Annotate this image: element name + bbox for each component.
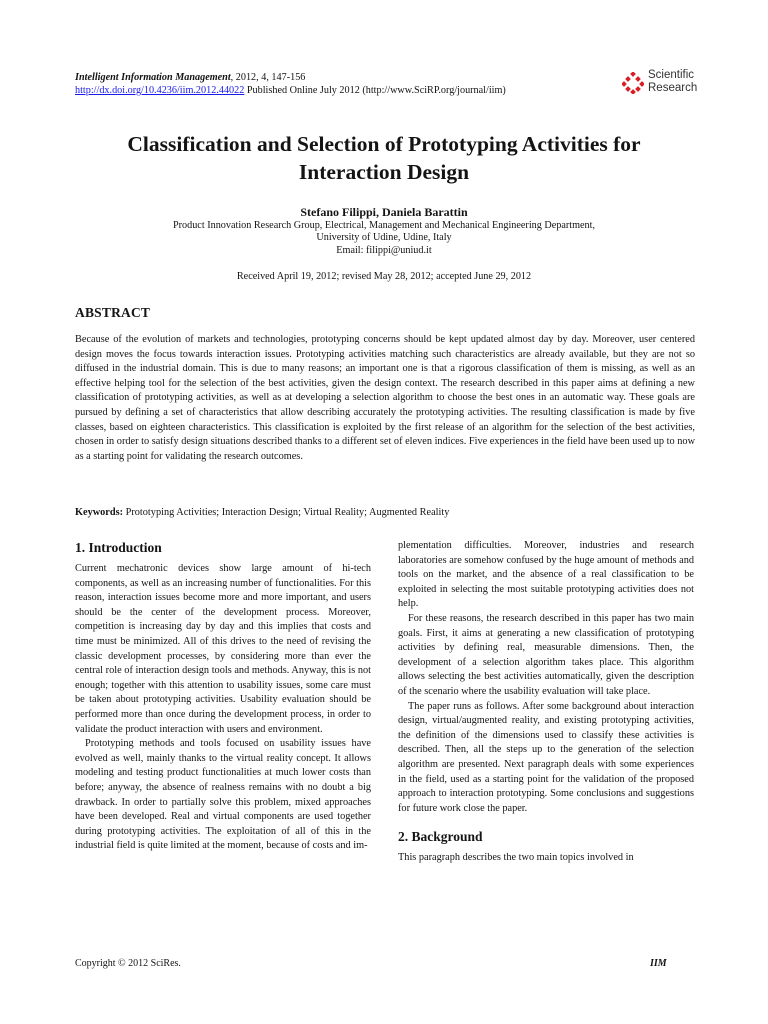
logo-line-2: Research xyxy=(648,82,698,94)
paper-title xyxy=(70,130,698,186)
left-column xyxy=(75,539,371,854)
logo-text xyxy=(648,69,697,95)
section-heading-introduction: 1. Introduction xyxy=(75,540,162,555)
affiliation-line-2: University of Udine, Udine, Italy xyxy=(316,232,452,244)
authors: Stefano Filippi, Daniela Barattin xyxy=(300,205,468,219)
published-text: Published Online July 2012 (http://www.SciRP.org/journal/iim) xyxy=(244,85,506,96)
doi-line xyxy=(75,84,506,98)
intro-paragraph-1: Current mechatronic devices show large amount of hi-tech components, as well as an increasing number of functionalities. For this reason, interaction issues become more and more important, and users should be the center of the development process. Moreover, competition is increasing day by day and this implies that costs and time must be minimized. All of this drives to the need of revising the classic development processes, by considering more than ever the central role of interaction design tools and methods. Anyway, this is not enough; together with this attention to usability issues, some care must be taken about prototyping activities. Usability evaluation should be performed more than once during the development process, in order to validate the product interaction with users and environment. xyxy=(75,563,371,735)
intro-paragraph-2: Prototyping methods and tools focused on usability issues have evolved as well, mainly thanks to the virtual reality concept. It allows modeling and testing product functionalities at much lower costs than before; anyway, the absence of realness remains with no doubt a big drawback. In order to partially solve this problem, mixed approaches have been developed. Real and virtual components are used together during prototyping activities. The exploitation of all of this in the industrial field is quite limited at the moment, because of costs and im- xyxy=(75,738,371,852)
intro-paragraph-4: For these reasons, the research described in this paper has two main goals. First, it aims at generating a new classification of prototyping activities by defining real, measurable dimensions. Then, the development of a selection algorithm takes place. This algorithm allows selecting the best activities automatically, given the description of the scenario where the usability evaluation will take place. xyxy=(398,612,694,697)
footer-journal-abbr: IIM xyxy=(650,958,667,969)
publisher-logo xyxy=(622,69,702,101)
keywords-label: Keywords: xyxy=(75,507,124,518)
logo-icon xyxy=(622,72,644,94)
keywords xyxy=(75,507,449,518)
footer-copyright: Copyright © 2012 SciRes. xyxy=(75,958,181,969)
abstract-text: Because of the evolution of markets and technologies, prototyping concerns should be kept updated almost day by day. Moreover, user centered design moves the focus towards interaction issues. Prototyping activities matching such characteristics are already available, but they are not so diffused in the industrial domain. This is due to many reasons; an important one is that a rigorous classification of them is missing, as well as an effective helping tool for the selection of the best activities, given the design context. The research described in this paper aims at defining a new classification of prototyping activities, as well as at developing a selection algorithm to choose the best ones in an automatic way. These goals are pursued by defining a set of characteristics that allow describing accurately the prototyping activities. The resulting classification is made by five classes, based on eighteen characteristics. This classification is exploited by the first release of an algorithm for the selection of the best activities, chosen in order to satisfy design situations described thanks to a different set of eleven indices. Five experiences in the field have been used up to now as a starting point for validating the research outcomes. xyxy=(75,334,695,462)
affiliation-email: Email: filippi@uniud.it xyxy=(336,244,432,256)
journal-citation xyxy=(75,71,305,85)
affiliation xyxy=(70,220,698,257)
title-line-2: Interaction Design xyxy=(298,160,470,184)
affiliation-line-1: Product Innovation Research Group, Electrical, Management and Mechanical Engineering Department, xyxy=(172,220,596,231)
right-column xyxy=(398,539,694,866)
keywords-value: Prototyping Activities; Interaction Design; Virtual Reality; Augmented Reality xyxy=(123,507,450,518)
journal-name: Intelligent Information Management xyxy=(75,72,231,83)
abstract-heading: ABSTRACT xyxy=(75,305,151,320)
section-heading-background: 2. Background xyxy=(398,829,483,845)
intro-paragraph-5: The paper runs as follows. After some background about interaction design, virtual/augmented reality, and existing prototyping activities, the definition of the dimensions used to classify these activities is described. Then, all the steps up to the generation of the selection algorithm are presented. Next paragraph deals with some experiences in the field, used as a starting point for the validation of the proposed approach to interaction prototyping. Some conclusions and suggestions for future work close the paper. xyxy=(398,700,694,814)
background-paragraph-1: This paragraph describes the two main topics involved in xyxy=(398,852,634,864)
journal-volume: , 2012, 4, 147-156 xyxy=(230,72,306,83)
received-dates: Received April 19, 2012; revised May 28, 2012; accepted June 29, 2012 xyxy=(236,271,532,282)
logo-line-1: Scientific xyxy=(648,69,695,81)
intro-paragraph-3: plementation difficulties. Moreover, industries and research laboratories are somehow confused by the huge amount of methods and tools on the market, and the absence of a real classification to be exploited in selecting the most suitable prototyping activities does not help. xyxy=(398,540,694,610)
doi-link[interactable]: http://dx.doi.org/10.4236/iim.2012.44022 xyxy=(75,85,245,96)
title-line-1: Classification and Selection of Prototyping Activities for xyxy=(127,132,641,156)
